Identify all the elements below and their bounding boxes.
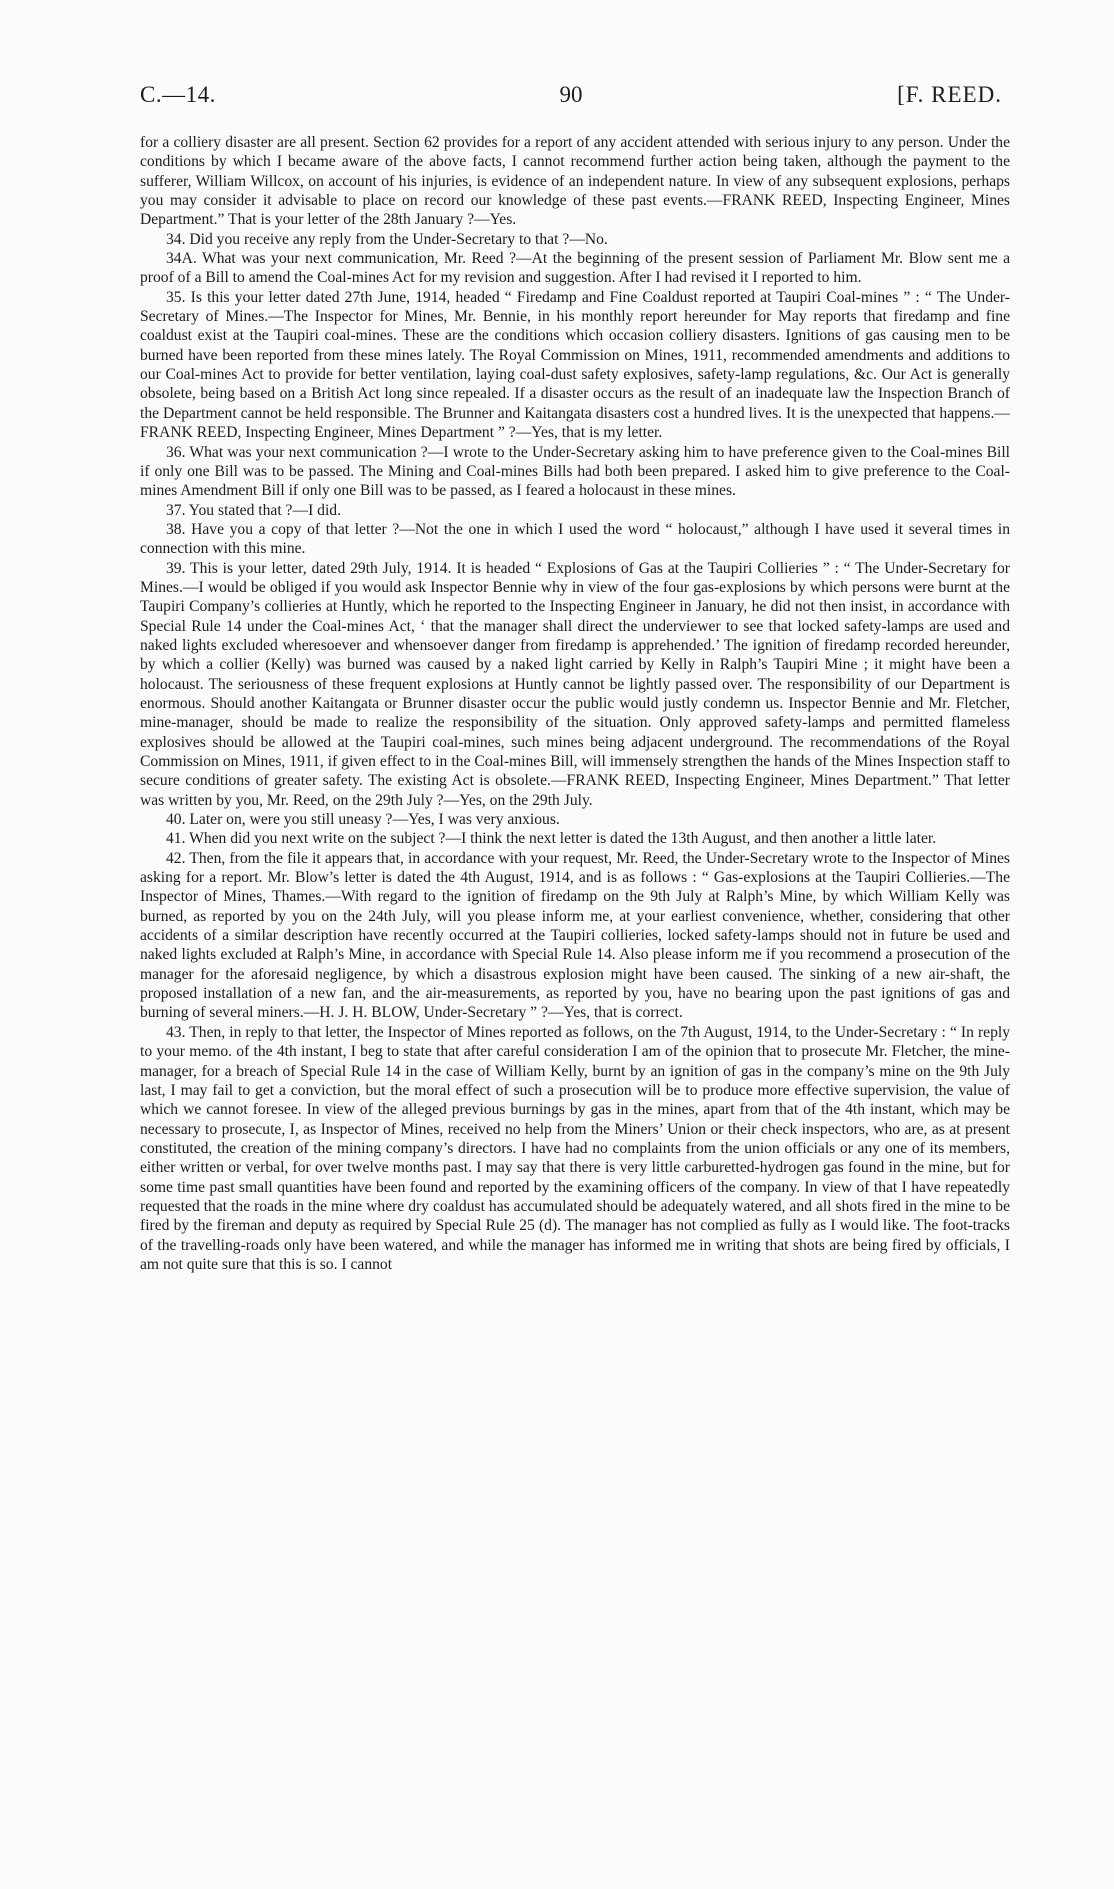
paragraph-q42: 42. Then, from the file it appears that, in accordance with your request, Mr. Reed, the Under-Secretary wrote to the Inspector of Mines asking for a report. Mr. Blow’s letter is dated the 4th August, 1914, and is as follows : “ Gas-explosions at the Taupiri Collieries.—The Inspector of Mines, Thames.—With regard to the ignition of firedamp on the 9th July at Ralph’s Mine, by which William Kelly was burned, as reported by you on the 24th July, will you please inform me, at your earliest convenience, whether, considering that other accidents of a similar description have recently occurred at the Taupiri collieries, locked safety-lamps should not in future be used and naked lights excluded at Ralph’s Mine, in accordance with Special Rule 14. Also please inform me if you recommend a prosecution of the manager for the aforesaid negligence, by which a disastrous explosion might have been caused. The sinking of a new air-shaft, the proposed installation of a new fan, and the air-measurements, as reported by you, have no bearing upon the past ignitions of gas and burning of several miners.—H. J. H. BLOW, Under-Secretary ” ?—Yes, that is correct. [140,849,1010,1022]
paragraph-q39: 39. This is your letter, dated 29th July, 1914. It is headed “ Explosions of Gas at the Taupiri Collieries ” : “ The Under-Secretary for Mines.—I would be obliged if you would ask Inspector Bennie why in view of the four gas-explosions by which persons were burnt at the Taupiri Company’s collieries at Huntly, which he reported to the Inspecting Engineer in January, he did not then insist, in accordance with Special Rule 14 under the Coal-mines Act, ‘ that the manager shall direct the underviewer to see that locked safety-lamps are used and naked lights excluded wheresoever and whensoever danger from firedamp is apprehended.’ The ignition of firedamp recorded hereunder, by which a collier (Kelly) was burned was caused by a naked light carried by Kelly in Ralph’s Taupiri Mine ; it might have been a holocaust. The seriousness of these frequent explosions at Huntly cannot be lightly passed over. The responsibility of our Department is enormous. Should another Kaitangata or Brunner disaster occur the public would justly condemn us. Inspector Bennie and Mr. Fletcher, mine-manager, should be made to realize the responsibility of the situation. Only approved safety-lamps and permitted flameless explosives should be allowed at the Taupiri coal-mines, such mines being adjacent underground. The recommendations of the Royal Commission on Mines, 1911, if given effect to in the Coal-mines Bill, will immensely strengthen the hands of the Mines Inspection staff to secure conditions of greater safety. The existing Act is obsolete.—FRANK REED, Inspecting Engineer, Mines Department.” That letter was written by you, Mr. Reed, on the 29th July ?—Yes, on the 29th July. [140,559,1010,809]
witness-name: [F. REED. [897,82,1002,107]
paragraph-continuation: for a colliery disaster are all present. Section 62 provides for a report of any accident attended with serious injury to any person. Under the conditions by which I became aware of the above facts, I cannot recommend further action being taken, although the payment to the sufferer, William Willcox, on account of his injuries, is evidence of an independent nature. In view of any subsequent explosions, perhaps you may consider it advisable to place on record our knowledge of these past events.—FRANK REED, Inspecting Engineer, Mines Department.” That is your letter of the 28th January ?—Yes. [140,134,1010,229]
paragraph-q36: 36. What was your next communication ?—I wrote to the Under-Secretary asking him to have preference given to the Coal-mines Bill if only one Bill was to be passed. The Mining and Coal-mines Bills had both been prepared. I asked him to give preference to the Coal-mines Amendment Bill if only one Bill was to be passed, as I feared a holocaust in these mines. [140,443,1010,500]
paragraph-q34a: 34A. What was your next communication, Mr. Reed ?—At the beginning of the present session of Parliament Mr. Blow sent me a proof of a Bill to amend the Coal-mines Act for my revision and suggestion. After I had revised it I reported to him. [140,250,1010,287]
paragraph-q34: 34. Did you receive any reply from the Under-Secretary to that ?—No. [166,230,608,248]
page-header [140,82,1002,114]
paragraph-q37: 37. You stated that ?—I did. [166,501,341,519]
paragraph-q38: 38. Have you a copy of that letter ?—Not the one in which I used the word “ holocaust,” although I have used it several times in connection with this mine. [140,520,1010,558]
document-body [140,133,1010,1274]
paragraph-q35: 35. Is this your letter dated 27th June, 1914, headed “ Firedamp and Fine Coaldust reported at Taupiri Coal-mines ” : “ The Under-Secretary of Mines.—The Inspector for Mines, Mr. Bennie, in his monthly report hereunder for May reports that firedamp and fine coaldust exist at the Taupiri coal-mines. These are the conditions which occasion colliery disasters. Ignitions of gas causing men to be burned have been reported from these mines lately. The Royal Commission on Mines, 1911, recommended amendments and additions to our Coal-mines Act to provide for better ventilation, laying coal-dust safety explosives, safety-lamp regulations, &c. Our Act is generally obsolete, being based on a British Act long since repealed. If a disaster occurs as the result of an inadequate law the Inspection Branch of the Department cannot be held responsible. The Brunner and Kaitangata disasters cost a hundred lives. It is the unexpected that happens.—FRANK REED, Inspecting Engineer, Mines Department ” ?—Yes, that is my letter. [140,288,1010,442]
paragraph-q40: 40. Later on, were you still uneasy ?—Yes, I was very anxious. [166,811,560,829]
paragraph-q43: 43. Then, in reply to that letter, the Inspector of Mines reported as follows, on the 7th August, 1914, to the Under-Secretary : “ In reply to your memo. of the 4th instant, I beg to state that after careful consideration I am of the opinion that to prosecute Mr. Fletcher, the mine-manager, for a breach of Special Rule 14 in the case of William Kelly, burnt by an ignition of gas in the company’s mine on the 9th July last, I may fail to get a conviction, but the moral effect of such a prosecution will be to produce more effective supervision, the value of which we cannot foresee. In view of the alleged previous burnings by gas in the mines, apart from that of the 4th instant, which may be necessary to prosecute, I, as Inspector of Mines, received no help from the Miners’ Union or their check inspectors, who are, as at present constituted, the creation of the mining company’s directors. I have had no complaints from the union officials or any one of its members, either written or verbal, for over twelve months past. I may say that there is very little carburetted-hydrogen gas found in the mine, but for some time past small quantities have been found and reported by the examining officers of the company. In view of that I have repeatedly requested that the roads in the mine where dry coaldust has accumulated should be adequately watered, and all shots fired in the mine to be fired by the fireman and deputy as required by Special Rule 25 (d). The manager has not complied as fully as I would like. The foot-tracks of the travelling-roads only have been watered, and while the manager has informed me in writing that shots are being fired by officials, I am not quite sure that this is so. I cannot [140,1023,1010,1273]
report-reference: C.—14. [140,82,216,107]
paragraph-q41: 41. When did you next write on the subject ?—I think the next letter is dated the 13th August, and then another a little later. [166,830,937,848]
page-number: 90 [559,82,583,107]
